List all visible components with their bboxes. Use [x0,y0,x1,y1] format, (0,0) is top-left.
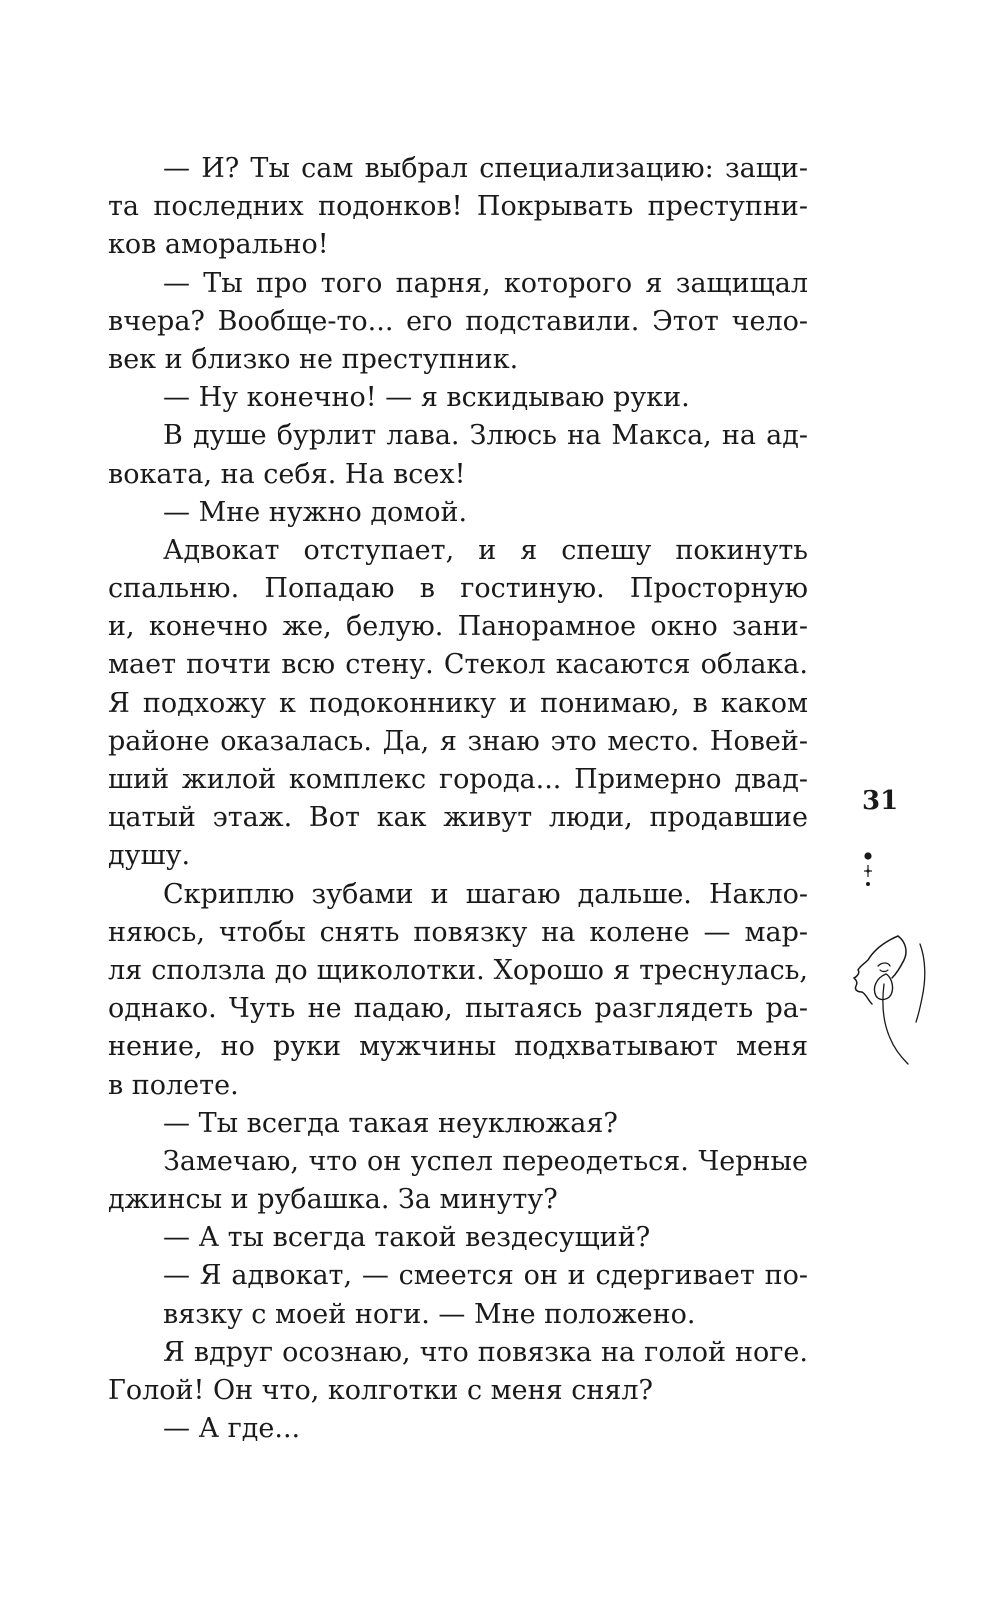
face-line-art-icon [836,930,936,1070]
text-line: ков аморально! [108,229,329,261]
text-line: — Ну конечно! — я вскидываю руки. [163,382,690,414]
text-line: воката, на себя. На всех! [108,458,466,490]
text-line: душу. [108,840,191,872]
text-line: — Ты про того парня, которого я защищал [163,267,808,299]
body-text [108,150,808,1448]
text-line: вчера? Вообще-то... его подставили. Этот чело- [108,305,808,337]
page-number: 31 [862,786,899,816]
text-line: в полете. [108,1069,239,1101]
text-line: Замечаю, что он успел переодеться. Черные [163,1145,808,1177]
text-line: Я подхожу к подоконнику и понимаю, в каком [108,687,808,719]
text-line: вязку с моей ноги. — Мне положено. [163,1298,696,1330]
text-line: — А где... [163,1413,301,1445]
text-line: районе оказалась. Да, я знаю это место. Новей- [108,725,808,757]
text-line: та последних подонков! Покрывать преступни- [108,191,808,223]
text-line: — Ты всегда такая неуклюжая? [163,1107,618,1139]
text-line: джинсы и рубашка. За минуту? [108,1184,558,1216]
text-line: няюсь, чтобы снять повязку на колене — мар- [108,916,808,948]
text-line: — Я адвокат, — смеется он и сдергивает по- [163,1260,808,1292]
text-line: Адвокат отступает, и я спешу покинуть [163,534,808,566]
text-line: спальню. Попадаю в гостиную. Просторную [108,573,808,605]
text-line: цатый этаж. Вот как живут люди, продавшие [108,802,808,834]
text-line: Я вдруг осознаю, что повязка на голой ноге. [163,1336,808,1368]
text-line: ший жилой комплекс города... Примерно двад- [108,764,808,795]
text-line: В душе бурлит лава. Злюсь на Макса, на ад- [163,420,808,452]
text-line: ля сползла до щиколотки. Хорошо я треснулась, [108,954,808,986]
text-line: — Мне нужно домой. [163,496,468,528]
text-line: — И? Ты сам выбрал специализацию: защи- [163,153,808,184]
text-line: и, конечно же, белую. Панорамное окно зани- [108,611,808,643]
dots-star-ornament-icon [858,850,908,900]
text-line: Голой! Он что, колготки с меня снял? [108,1375,654,1406]
text-line: мает почти всю стену. Стекол касаются облака. [108,649,808,681]
text-line: нение, но руки мужчины подхватывают меня [108,1031,808,1063]
text-line: однако. Чуть не падаю, пытаясь разглядеть ра- [108,993,808,1025]
text-line: век и близко не преступник. [108,343,519,375]
text-line: — А ты всегда такой вездесущий? [163,1222,651,1254]
text-line: Скриплю зубами и шагаю дальше. Накло- [163,878,808,910]
